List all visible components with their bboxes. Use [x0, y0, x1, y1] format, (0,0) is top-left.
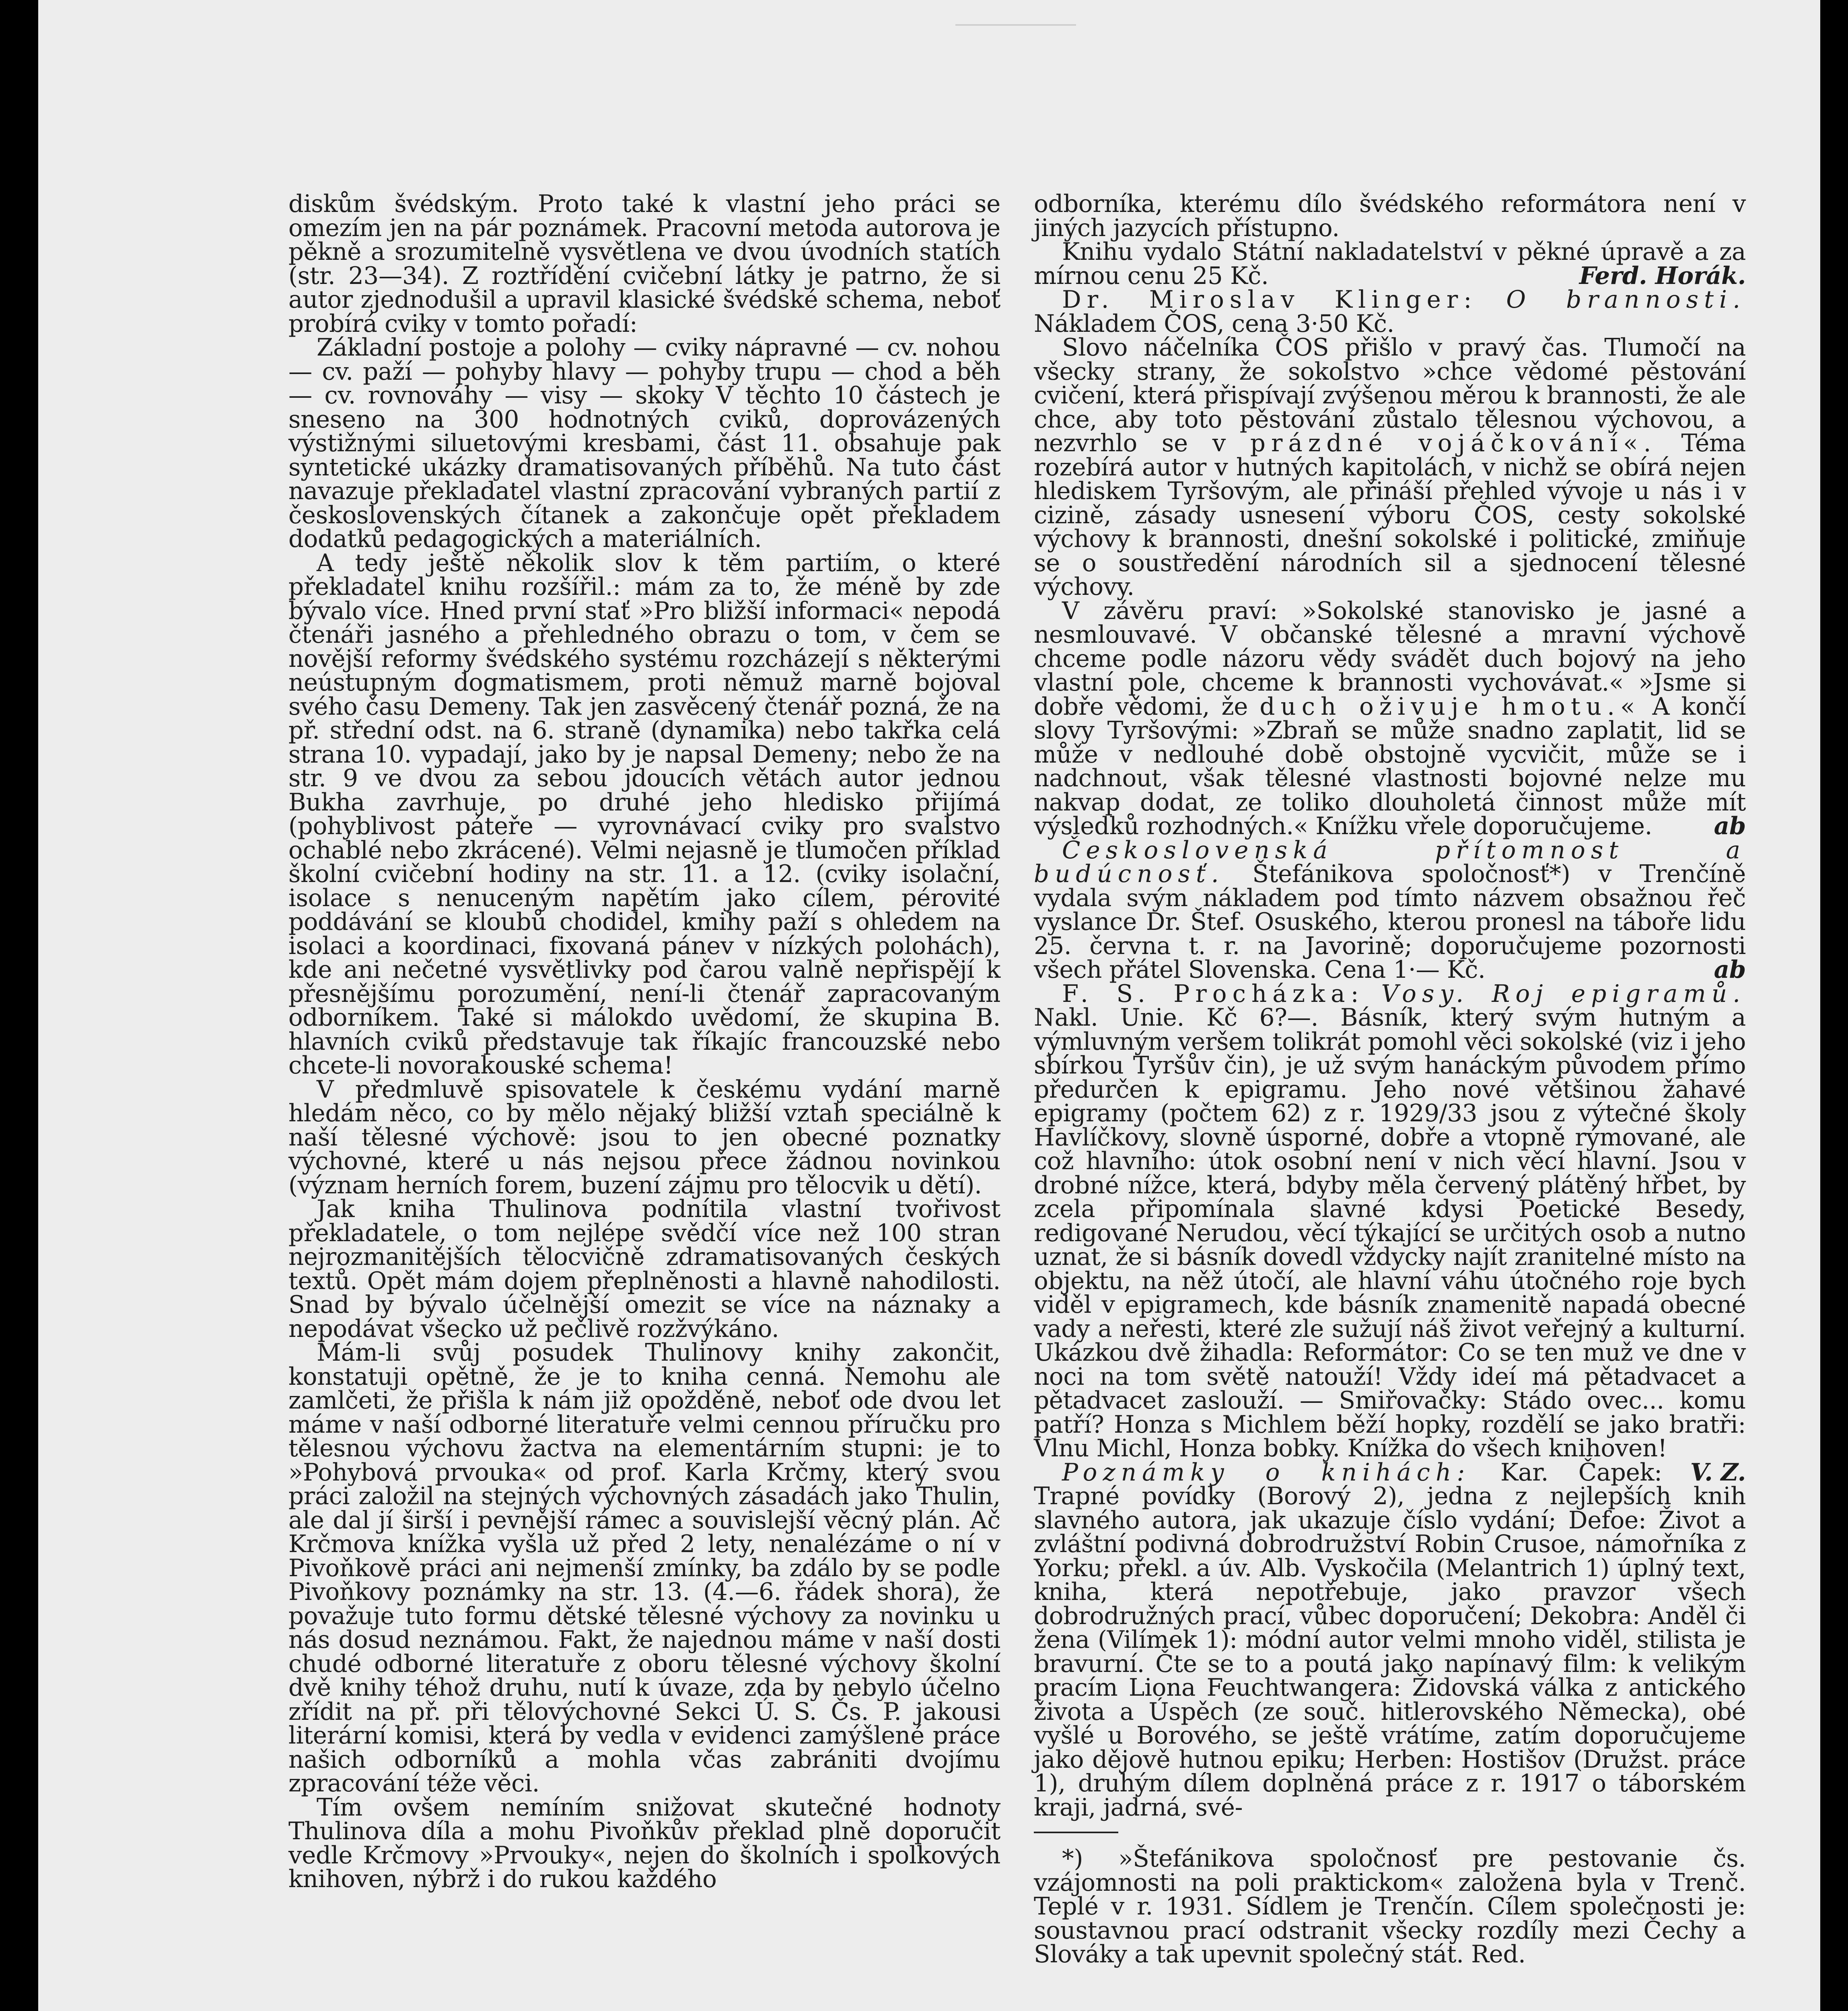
paragraph-text: Kar. Čapek: Trapné povídky (Borový 2), jedna z nejlepších knih slavného autora, jak ukazuje číslo vydání; Defoe: Život a zvláštní podivná dobrodružství Robin Crusoe, námořníka z Yorku; překl. a úv. Alb. Vyskočila (Melantrich 1) úplný text, kniha, která nepotřebuje, jako pravzor všech dobrodružných prací, vůbec doporučení; Dekobra: Anděl či žena (Vilímek 1): módní autor velmi mnoho viděl, stilista je bravurní. Čte se to a poutá jako napínavý film: k velikým pracím Liona Feuchtwangera: Židovská válka z antického života a Úspěch (ze souč. hitlerovského Německa), obé vyšlé u Borového, se ještě vrátíme, zatím doporučujeme jako dějově hutnou epiku; Herben: Hostišov (Družst. práce 1), druhým dílem doplněná práce z r. 1917 o táborském kraji, jadrná, své- — [1034, 1458, 1746, 1822]
paragraph-text: V závěru praví: »Sokolské stanovisko je jasné a nesmlouvavé. V občanské tělesné a mravní výchově chceme podle názoru vědy svádět duch bojový na jeho vlastní pole, chceme k brannosti vychovávat.« »Jsme si dobře vědomi, že — [1034, 597, 1746, 721]
book-title: O brannosti. — [1506, 286, 1746, 314]
paragraph: Mám-li svůj posudek Thulinovy knihy zakončit, konstatuji opětně, že je to kniha cenná. Nemohu ale zamlčeti, že přišla k nám již opožděně, neboť ode dvou let máme v naší odborné literatuře velmi cennou příručku pro tělesnou výchovu žactva na elementárním stupni: je to »Pohybová prvouka« od prof. Karla Krčmy, který svou práci založil na stejných výchovných zásadách jako Thulin, ale dal jí širší i pevnější rámec a souvislejší věcný plán. Ač Krčmova knížka vyšla už před 2 lety, nenalézáme o ní v Pivoňkově práci ani nejmenší zmínky, ba zdálo by se podle Pivoňkovy poznámky na str. 13. (4.—6. řádek shora), že považuje tuto formu dětské tělesné výchovy za novinku u nás dosud neznámou. Fakt, že najednou máme v naší dosti chudé odborné literatuře z oboru tělesné výchovy školní dvě knihy téhož druhu, nutí k úvaze, zda by nebylo účelno zřídit na př. při tělovýchovné Sekci Ú. S. Čs. P. jakousi literární komisi, která by vedla v evidenci zamýšlené práce našich odborníků a mohla včas zabrániti dvojímu zpracování téže věci. — [288, 1339, 1000, 1797]
review-heading — [1034, 288, 1746, 336]
review-author: Dr. Miroslav Klinger: — [1062, 286, 1478, 314]
paragraph-text: Knihu vydalo Státní nakladatelství v pěkné úpravě a za mírnou cenu 25 Kč. — [1034, 238, 1746, 290]
paragraph: odborníka, kterému dílo švédského reformátora není v jiných jazycích přístupno. — [1034, 190, 1746, 242]
review-author: F. S. Procházka: — [1062, 980, 1364, 1008]
author-signature: ab — [1714, 956, 1746, 984]
right-column — [1034, 192, 1746, 1967]
author-signature: Ferd. Horák. — [1579, 261, 1746, 290]
book-title: Československá přítomnost a budúcnosť. — [1034, 836, 1746, 888]
paragraph — [1034, 336, 1746, 599]
publisher-info: Nákladem ČOS, cena 3·50 Kč. — [1034, 310, 1395, 338]
review-ending — [1034, 240, 1746, 288]
paragraph-text: Slovo náčelníka ČOS přišlo v pravý čas. Tlumočí na všecky strany, že sokolstvo »chce vědomé pěstování cvičení, která přispívají zvýšenou měrou k brannosti, že ale chce, aby toto pěstování zůstalo tělesnou výchovou, a nezvrhlo se v — [1034, 334, 1746, 457]
paragraph: diskům švédským. Proto také k vlastní jeho práci se omezím jen na pár poznámek. Pracovní metoda autorova je pěkně a srozumitelně vysvětlena ve dvou úvodních statích (str. 23—34). Z roztřídění cvičební látky je patrno, že si autor zjednodušil a upravil klasické švédské schema, neboť probírá cviky v tomto pořadí: — [288, 190, 1000, 338]
author-signature: ab — [1714, 812, 1746, 840]
review-paragraph — [1034, 836, 1746, 984]
paragraph: Jak kniha Thulinova podnítila vlastní tvořivost překladatele, o tom nejlépe svědčí více než 100 stran nejrozmanitějších tělocvičně zdramatisovaných českých textů. Opět mám dojem přeplněnosti a hlavně nahodilosti. Snad by bývalo účelnější omezit se více na náznaky a nepodávat všecko už pečlivě rozžvýkáno. — [288, 1195, 1000, 1343]
paragraph-text: Nakl. Unie. Kč 6?—. Básník, který svým hutným a výmluvným veršem tolikrát pomohl věci sokolské (viz i jeho sbírkou Tyršův čin), je už svým hanáckým původem přímo předurčen k epigramu. Jeho nové většinou žahavé epigramy (počtem 62) z r. 1929/33 jsou z výtečné školy Havlíčkovy, slovně úsporné, dobře a vtopně rýmované, ale což hlavního: útok osobní není v nich věcí hlavní. Jsou v drobné nížce, která, bdyby měla červený plátěný hřbet, by zcela připomínala slavné kdysi Poetické Besedy, redigované Nerudou, věcí týkající se určitých osob a nutno uznat, že si básník dovedl vždycky najít zranitelné místo na objektu, na něž útočí, ale hlavní váhu útočného roje bych viděl v epigramech, kde básník znamenitě napadá obecné vady a neřesti, které zle sužují náš život veřejný a kulturní. Ukázkou dvě žihadla: Reformátor: Co se ten muž ve dne v noci na tom světě natouží! Vždy ideí má pětadvacet a pětadvacet zaslouží. — Smiřovačky: Stádo ovec... komu patří? Honza s Michlem běží hopky, rozdělí se jako bratři: Vlnu Michl, Honza bobky. Knížka do všech knihoven! — [1034, 1004, 1746, 1462]
paragraph — [1034, 599, 1746, 839]
scanned-page — [38, 0, 1820, 2011]
footnote-divider — [1034, 1832, 1118, 1833]
paragraph: Základní postoje a polohy — cviky nápravné — cv. nohou — cv. paží — pohyby hlavy — pohyby trupu — chod a běh — cv. rovnováhy — visy — skoky V těchto 10 částech je sneseno na 300 hodnotných cviků, doprovázených výstižnými siluetovými kresbami, část 11. obsahuje pak syntetické ukázky dramatisovaných příběhů. Na tuto část navazuje překladatel vlastní zpracování vybraných partií z československých čítanek a zakončuje opět překladem dodatků pedagogických a materiálních. — [288, 334, 1000, 553]
page-fold-mark — [955, 0, 1076, 26]
paragraph: Tím ovšem nemíním snižovat skutečné hodnoty Thulinova díla a mohu Pivoňkův překlad plně doporučit vedle Krčmovy »Prvouky«, nejen do školních i spolkových knihoven, nýbrž i do rukou každého — [288, 1793, 1000, 1893]
book-title: Vosy. Roj epigramů. — [1381, 980, 1746, 1008]
left-column — [288, 192, 1000, 1892]
review-paragraph — [1034, 1458, 1746, 1822]
paragraph: A tedy ještě několik slov k těm partiím, o které překladatel knihu rozšířil.: mám za to, že méně by zde bývalo více. Hned první stať »Pro bližší informaci« nepodá čtenáři jasného a přehledného obrazu o tom, v čem se novější reformy švédského systému rozcházejí s některými neústupným dogmatismem, proti němuž marně bojoval svého času Demeny. Tak jen zasvěcený čtenář pozná, že na př. střední odst. na 6. straně (dynamika) nebo takřka celá strana 10. vypadají, jako by je napsal Demeny; nebo že na str. 9 ve dvou za sebou jdoucích větách autor jednou Bukha zavrhuje, po druhé jeho hledisko přijímá (pohyblivost páteře — vyrovnávací cviky pro svalstvo ochablé nebo zkrácené). Velmi nejasně je tlumočen příklad školní cvičební hodiny na str. 11. a 12. (cviky isolační, isolace s nenuceným napětím jako cílem, pérovité poddávání se kloubů chodidel, kmihy paží s ohledem na isolaci a koordinaci, fixovaná pánev v nízkých polohách), kde ani nečetné vysvětlivky pod čarou valně nepřispějí k přesnějšímu porozumění, není-li čtenář zapracovaným odborníkem. Také si málokdo uvědomí, že skupina B. hlavních cviků představuje tak říkajíc francouzské nebo chcete-li novorakouské schema! — [288, 549, 1000, 1080]
paragraph: V předmluvě spisovatele k českému vydání marně hledám něco, co by mělo nějaký bližší vztah speciálně k naší tělesné výchově: jsou to jen obecné poznatky výchovné, které u nás nejsou přece žádnou novinkou (význam herních forem, buzení zájmu pro tělocvik u dětí). — [288, 1075, 1000, 1199]
emphasis-text: prázdné vojáčkování«. — [1250, 430, 1657, 457]
footnote-text: *) »Štefánikova spoločnosť pre pestovanie čs. vzájomnosti na poli praktickom« založena byla v Trenč. Teplé v r. 1931. Sídlem je Trenčín. Cílem společnosti je: soustavnou prací odstranit všecky rozdíly mezi Čechy a Slováky a tak upevnit společný stát. Red. — [1034, 1845, 1746, 1968]
footnote — [1034, 1847, 1746, 1967]
paragraph-text: Štefánikova spoločnosť*) v Trenčíně vydala svým nákladem pod tímto názvem obsažnou řeč vyslance Dr. Štef. Osuského, kterou pronesl na táboře lidu 25. června t. r. na Javorině; doporučujeme pozornosti všech přátel Slovenska. Cena 1·— Kč. — [1034, 860, 1746, 984]
paragraph-text: A končí slovy Tyršovými: »Zbraň se může snadno zaplatit, lid se může v nedlouhé době obstojně vycvičit, může se i nadchnout, však tělesné vlastnosti bojovné nelze mu nakvap dodat, ze toliko dlouholetá činnost může mít výsledků rozhodných.« Knížku vřele doporučujeme. — [1034, 693, 1746, 840]
section-title: Poznámky o knihách: — [1062, 1458, 1471, 1487]
author-signature: V. Z. — [1690, 1458, 1746, 1487]
paragraph-text: Téma rozebírá autor v hutných kapitolách, v nichž se obírá nejen hlediskem Tyršovým, ale přináší přehled vývoje u nás i v cizině, zásady usnesení výboru ČOS, cesty sokolské výchovy k brannosti, dnešní sokolské i politické, zmiňuje se o soustředění národních sil a sjednocení tělesné výchovy. — [1034, 430, 1746, 601]
emphasis-text: duch oživuje hmotu.« — [1259, 693, 1641, 721]
